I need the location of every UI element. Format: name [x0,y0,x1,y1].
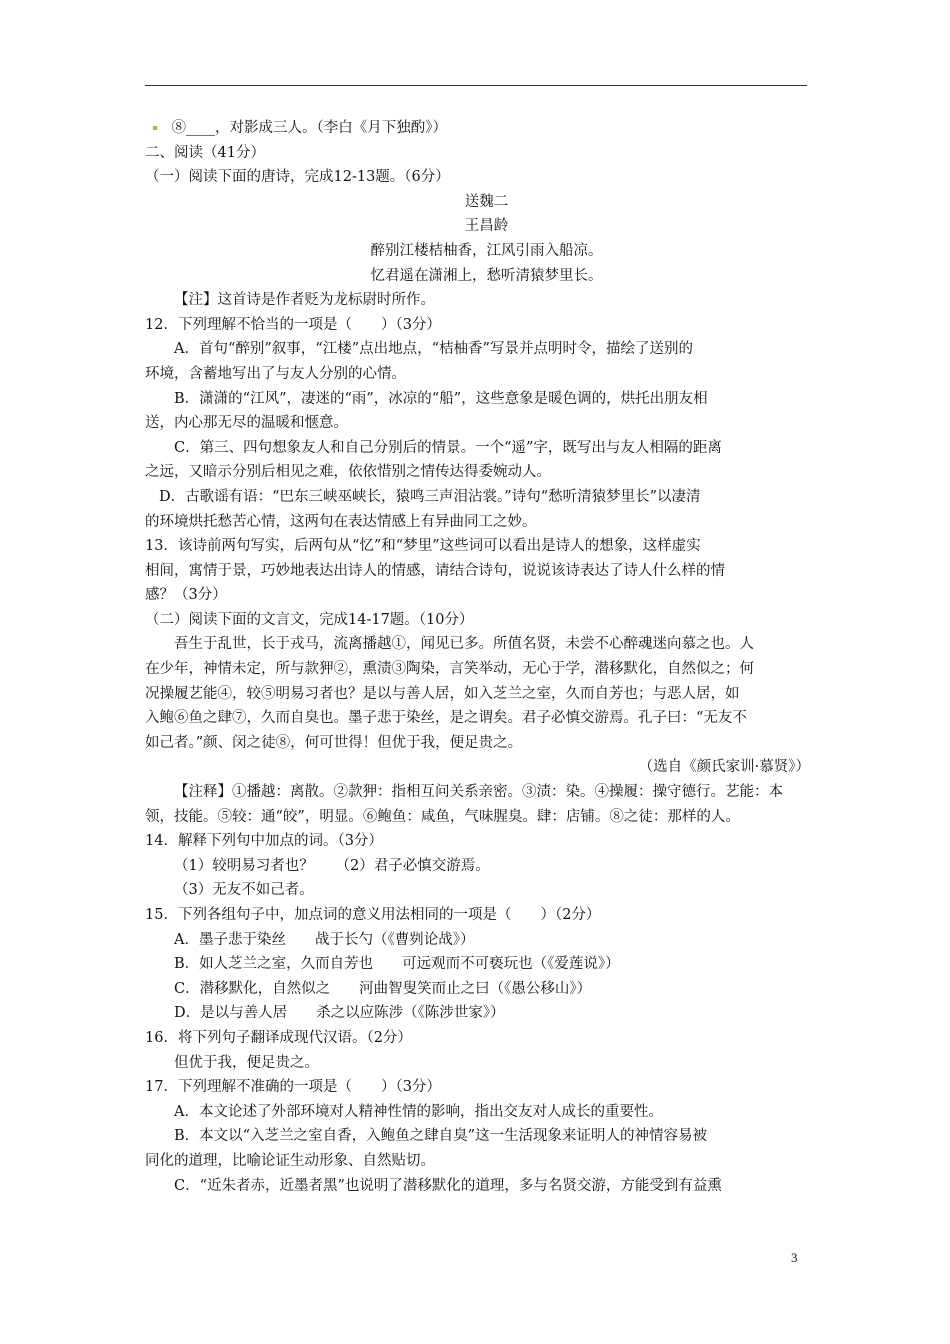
question-11-item-8: ⑧____，对影成三人。（李白《月下独酌》） [145,116,810,141]
question-13: 13．该诗前两句写实，后两句从“忆”和“梦里”这些词可以看出是诗人的想象，这样虚实 [145,538,701,555]
passage-line-4: 入鲍⑥鱼之肆⑦，久而自臭也。墨子悲于染丝，是之谓矣。君子必慎交游焉。孔子曰：“无友不 [145,710,747,727]
stray-mark [153,126,157,130]
page-number: 3 [791,1250,798,1265]
question-12: 12．下列理解不恰当的一项是（ ）（3分） [145,316,441,333]
section-heading-reading: 二、阅读（41分） [145,144,265,161]
q12-option-d: D．古歌谣有语：“巴东三峡巫峡长，猿鸣三声泪沾裳。”诗句“愁听清猿梦里长”以凄清 [159,488,701,505]
header-rule [145,85,807,86]
q12-option-a-cont: 环境，含蓄地写出了与友人分别的心情。 [145,365,406,382]
passage-line-1: 吾生于乱世，长于戎马，流离播越①，闻见已多。所值名贤，未尝不心醉魂迷向慕之也。人 [174,636,754,653]
q12-option-b: B．潇潇的“江风”，凄迷的“雨”，冰凉的“船”，这些意象是暖色调的，烘托出朋友相 [174,390,708,407]
poem-title: 送魏二 [464,193,509,210]
q12-option-c-cont: 之远，又暗示分别后相见之难，依依惜别之情传达得委婉动人。 [145,464,551,481]
passage-line-2: 在少年，神情未定，所与款狎②，熏渍③陶染，言笑举动，无心于学，潜移默化，自然似之；何 [145,661,754,678]
passage-line-3: 况操履艺能④，较⑤明易习者也？是以与善人居，如入芝兰之室，久而自芳也；与恶人居，如 [145,685,740,702]
passage-annotations-cont: 领，技能。⑤较：通“皎”，明显。⑥鲍鱼：咸鱼，气味腥臭。肆：店铺。⑧之徒：那样的人。 [145,808,740,825]
q15-option-c: C．潜移默化，自然似之 河曲智叟笑而止之曰（《愚公移山》） [174,980,592,997]
q15-option-b: B．如人芝兰之室，久而自芳也 可远观而不可亵玩也（《爱莲说》） [174,956,620,973]
q17-option-b-cont: 同化的道理，比喻论证生动形象、自然贴切。 [145,1152,435,1169]
question-14: 14．解释下列句中加点的词。（3分） [145,833,383,850]
document-body [145,116,810,1198]
poem-author: 王昌龄 [464,218,509,235]
q14-items-1-2: （1）较明易习者也？ （2）君子必慎交游焉。 [174,857,490,874]
q12-option-d-cont: 的环境烘托愁苦心情，这两句在表达情感上有异曲同工之妙。 [145,513,537,530]
q15-option-a: A．墨子悲于染丝 战于长勺（《曹刿论战》） [174,931,475,948]
q17-option-b: B．本文以“入芝兰之室自香，入鲍鱼之肆自臭”这一生活现象来证明人的神情容易被 [174,1128,707,1145]
q15-option-d: D．是以与善人居 杀之以应陈涉（《陈涉世家》） [174,1005,505,1022]
q17-option-a: A．本文论述了外部环境对人精神性情的影响，指出交友对人成长的重要性。 [174,1103,663,1120]
poem-line-2: 忆君遥在潇湘上，愁听清猿梦里长。 [370,267,603,284]
part-1-instructions: （一）阅读下面的唐诗，完成12-13题。（6分） [145,169,450,186]
q12-option-b-cont: 送，内心那无尽的温暖和惬意。 [145,415,348,432]
part-2-instructions: （二）阅读下面的文言文，完成14-17题。（10分） [145,611,474,628]
question-13-cont-1: 相间，寓情于景，巧妙地表达出诗人的情感，请结合诗句，说说该诗表达了诗人什么样的情 [145,562,725,579]
passage-annotations: 【注释】①播越：离散。②款狎：指相互问关系亲密。③渍：染。④操履：操守德行。艺能：本 [174,784,783,801]
q12-option-c: C．第三、四句想象友人和自己分别后的情景。一个“遥”字，既写出与友人相隔的距离 [174,439,722,456]
passage-line-5: 如己者。”颜、闵之徒⑧，何可世得！但优于我，便足贵之。 [145,734,523,751]
q17-option-c: C．“近朱者赤，近墨者黑”也说明了潜移默化的道理，多与名贤交游，方能受到有益熏 [174,1177,722,1194]
poem-line-1: 醉别江楼桔柚香，江风引雨入船凉。 [370,242,603,259]
question-17: 17．下列理解不准确的一项是（ ）（3分） [145,1079,441,1096]
question-16: 16．将下列句子翻译成现代汉语。（2分） [145,1029,412,1046]
poem-note: 【注】这首诗是作者贬为龙标尉时所作。 [174,292,435,309]
q14-item-3: （3）无友不如己者。 [174,882,314,899]
passage-source: （选自《颜氏家训·慕贤》） [638,759,810,776]
question-15: 15．下列各组句子中，加点词的意义用法相同的一项是（ ）（2分） [145,907,601,923]
q16-sentence: 但优于我，便足贵之。 [174,1054,319,1071]
question-13-cont-2: 感？（3分） [145,587,227,604]
q12-option-a: A．首句“醉别”叙事，“江楼”点出地点，“桔柚香”写景并点明时令，描绘了送别的 [174,341,693,358]
